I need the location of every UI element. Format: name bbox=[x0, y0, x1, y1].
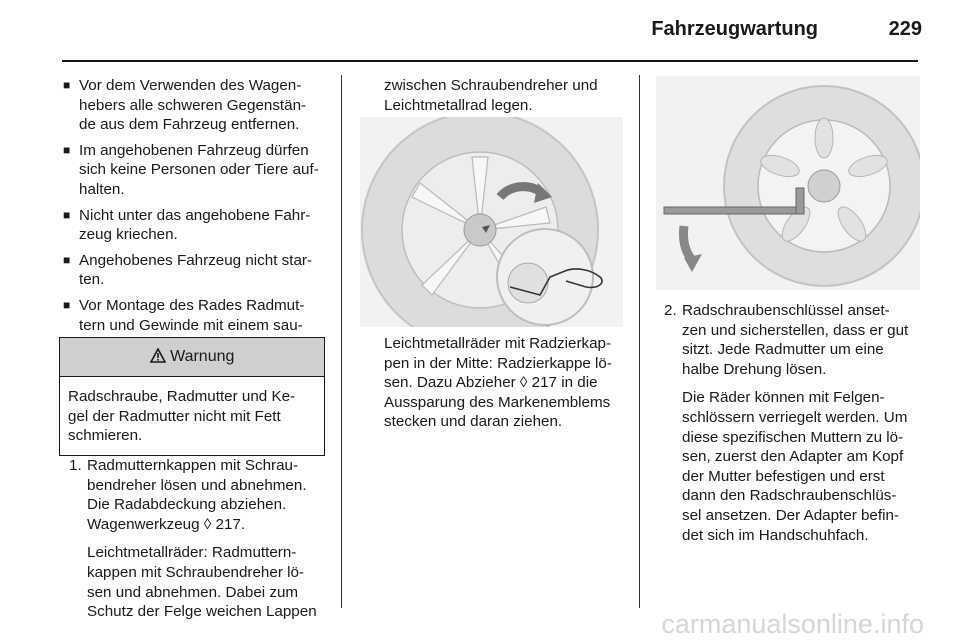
warning-box bbox=[59, 337, 325, 456]
step-line: sen und abnehmen. Dabei zum bbox=[87, 583, 299, 601]
figure-caption bbox=[384, 334, 628, 432]
step-line: Leichtmetallräder: Radmuttern- bbox=[87, 544, 297, 562]
bullet-line: de aus dem Fahrzeug entfernen. bbox=[79, 116, 300, 134]
text-line: zwischen Schraubendreher und bbox=[384, 77, 598, 94]
step-line: sitzt. Jede Radmutter um eine bbox=[682, 341, 884, 359]
column-2-intro bbox=[384, 76, 624, 115]
step-number: 2. bbox=[664, 302, 677, 319]
column-1 bbox=[63, 76, 325, 361]
list-item bbox=[63, 251, 325, 290]
header-rule bbox=[62, 60, 918, 62]
bullet-line: Vor Montage des Rades Radmut- bbox=[79, 296, 305, 314]
caption-line: pen in der Mitte: Radzierkappe lö- bbox=[384, 354, 612, 372]
bullet-square-icon: ■ bbox=[63, 78, 71, 92]
bullet-line: tern und Gewinde mit einem sau- bbox=[79, 316, 303, 334]
warning-title: Warnung bbox=[170, 348, 235, 365]
bullet-line: ten. bbox=[79, 271, 105, 289]
step-line: Radschraubenschlüssel anset- bbox=[682, 302, 890, 319]
warning-line: Radschraube, Radmutter und Ke- bbox=[68, 388, 296, 405]
caption-line: Leichtmetallräder mit Radzierkap- bbox=[384, 335, 612, 352]
step-line: dann den Radschraubenschlüs- bbox=[682, 487, 897, 505]
page-title: Fahrzeugwartung bbox=[651, 18, 818, 40]
step-line: Schutz der Felge weichen Lappen bbox=[87, 603, 317, 621]
step-line: diese spezifischen Muttern zu lö- bbox=[682, 428, 904, 446]
bullet-line: Nicht unter das angehobene Fahr- bbox=[79, 206, 311, 224]
step-line: Wagenwerkzeug ◊ 217. bbox=[87, 515, 246, 533]
bullet-square-icon: ■ bbox=[63, 297, 71, 312]
column-divider bbox=[639, 75, 640, 608]
list-item bbox=[63, 76, 325, 135]
step-line: Die Räder können mit Felgen- bbox=[682, 389, 885, 407]
step-line: det sich im Handschuhfach. bbox=[682, 526, 869, 544]
step-line: schlössern verriegelt werden. Um bbox=[682, 408, 908, 426]
caption-line: Aussparung des Markenemblems bbox=[384, 393, 611, 411]
figure-wheel-wrench bbox=[656, 76, 920, 290]
bullet-line: halten. bbox=[79, 180, 125, 198]
bullet-square-icon: ■ bbox=[63, 252, 71, 267]
page-number: 229 bbox=[888, 18, 922, 40]
bullet-square-icon: ■ bbox=[63, 207, 71, 222]
bullet-line: Vor dem Verwenden des Wagen- bbox=[79, 77, 302, 94]
warning-header bbox=[60, 338, 324, 377]
step-line: bendreher lösen und abnehmen. bbox=[87, 476, 307, 494]
step-2 bbox=[664, 301, 922, 545]
warning-text bbox=[60, 377, 324, 455]
bullet-line: sich keine Personen oder Tiere auf- bbox=[79, 161, 319, 179]
text-line: Leichtmetallrad legen. bbox=[384, 96, 533, 114]
list-item bbox=[63, 206, 325, 245]
caption-line: stecken und daran ziehen. bbox=[384, 413, 563, 431]
watermark: carmanualsonline.info bbox=[661, 609, 924, 639]
step-1 bbox=[69, 456, 331, 622]
figure-hubcap-removal bbox=[360, 117, 623, 327]
column-divider bbox=[341, 75, 342, 608]
bullet-line: zeug kriechen. bbox=[79, 226, 178, 244]
step-line: sen, zuerst den Adapter am Kopf bbox=[682, 448, 904, 466]
bullet-square-icon: ■ bbox=[63, 142, 71, 157]
step-line: halbe Drehung lösen. bbox=[682, 360, 827, 378]
bullet-line: Im angehobenen Fahrzeug dürfen bbox=[79, 141, 309, 159]
list-item bbox=[63, 141, 325, 200]
numbered-item bbox=[664, 301, 922, 545]
step-line: zen und sicherstellen, dass er gut bbox=[682, 321, 909, 339]
bullet-line: Angehobenes Fahrzeug nicht star- bbox=[79, 251, 313, 269]
step-line: Radmutternkappen mit Schrau- bbox=[87, 457, 299, 474]
numbered-item bbox=[69, 456, 331, 622]
alloy-wheel-illustration bbox=[360, 117, 623, 327]
warning-line: gel der Radmutter nicht mit Fett bbox=[68, 407, 281, 425]
bullet-line: hebers alle schweren Gegenstän- bbox=[79, 96, 307, 114]
warning-line: schmieren. bbox=[68, 427, 143, 445]
warning-triangle-icon bbox=[150, 348, 170, 365]
step-line: der Mutter befestigen und erst bbox=[682, 467, 885, 485]
step-number: 1. bbox=[69, 457, 82, 474]
step-line: kappen mit Schraubendreher lö- bbox=[87, 563, 304, 581]
step-line: sel ansetzen. Der Adapter befin- bbox=[682, 506, 899, 524]
wheel-wrench-illustration bbox=[656, 76, 920, 290]
caption-line: sen. Dazu Abzieher ◊ 217 in die bbox=[384, 374, 598, 392]
step-line: Die Radabdeckung abziehen. bbox=[87, 496, 287, 514]
